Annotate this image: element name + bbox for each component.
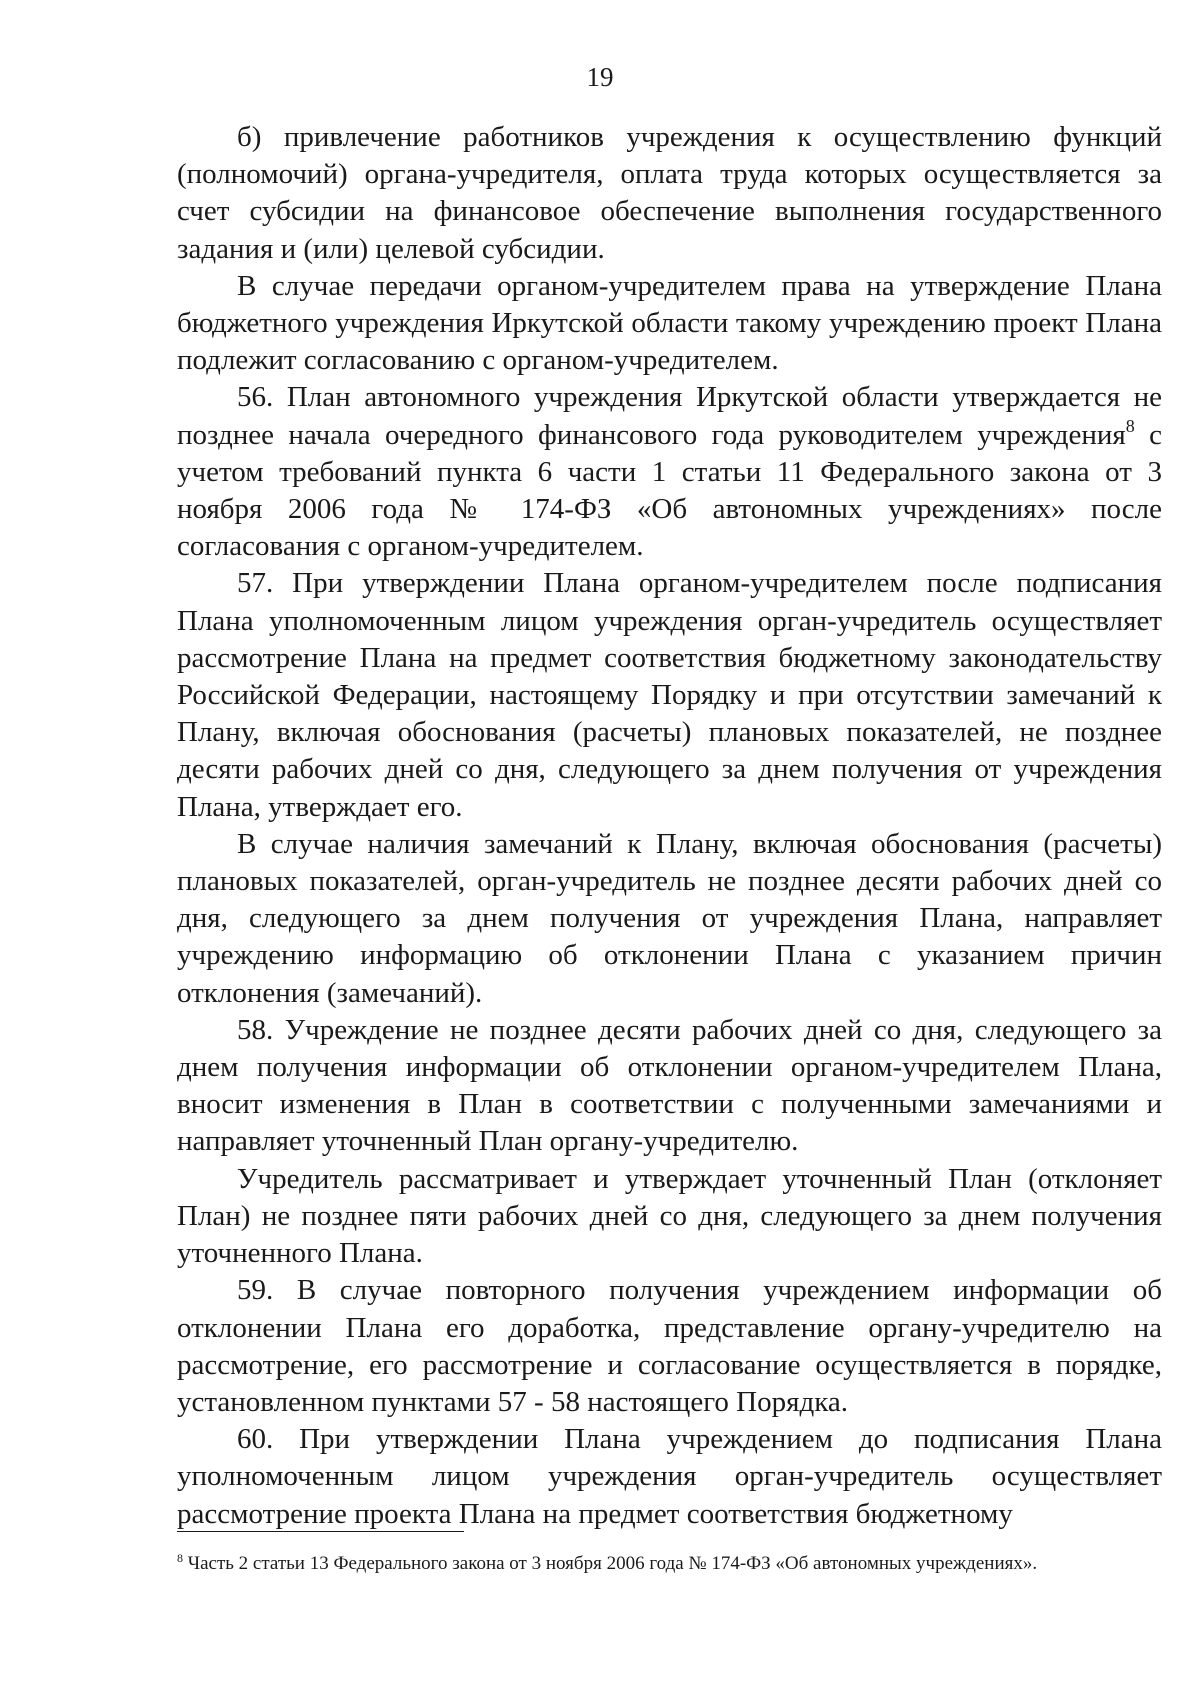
paragraph-56-text: 56. План автономного учреждения Иркутской области утверждается не позднее начала очередного финансового года руководителем учреждения — [177, 381, 1162, 451]
paragraph-58-founder-review: Учредитель рассматривает и утверждает уточненный План (отклоняет План) не позднее пяти рабочих дней со дня, следующего за днем получения уточненного Плана. — [177, 1162, 1162, 1270]
page-number: 19 — [586, 62, 614, 92]
paragraph-59: 59. В случае повторного получения учреждением информации об отклонении Плана его доработка, представление органу-учредителю на рассмотрение, его рассмотрение и согласование осуществляется в порядке, установленном пунктами 57 - 58 настоящего Порядка. — [177, 1274, 1162, 1418]
footnote — [177, 1552, 1162, 1576]
paragraph-58: 58. Учреждение не позднее десяти рабочих дней со дня, следующего за днем получения информации об отклонении органом-учредителем Плана, вносит изменения в План в соответствии с полученными замечаниями и направляет уточненный План органу-учредителю. — [177, 1013, 1162, 1158]
footnote-marker: 8 — [177, 1551, 183, 1565]
footnote-reference-8: 8 — [1125, 415, 1135, 436]
paragraph-b-involvement: б) привлечение работников учреждения к осуществлению функций (полномочий) органа-учредителя, оплата труда которых осуществляется за счет субсидии на финансовое обеспечение выполнения государственного задания и (или) целевой субсидии. — [177, 121, 1162, 265]
footnote-text: Часть 2 статьи 13 Федерального закона от 3 ноября 2006 года № 174-ФЗ «Об автономных учреждениях». — [183, 1553, 1038, 1574]
paragraph-57: 57. При утверждении Плана органом-учредителем после подписания Плана уполномоченным лицом учреждения орган-учредитель осуществляет рассмотрение Плана на предмет соответствия бюджетному законодательству Российской Федерации, настоящему Порядку и при отсутствии замечаний к Плану, включая обоснования (расчеты) плановых показателей, не позднее десяти рабочих дней со дня, следующего за днем получения от учреждения Плана, утверждает его. — [177, 567, 1162, 823]
footnote-separator — [177, 1531, 464, 1532]
document-body — [177, 119, 1162, 1533]
paragraph-56 — [177, 379, 1162, 565]
paragraph-57-remarks: В случае наличия замечаний к Плану, включая обоснования (расчеты) плановых показателей, орган-учредитель не позднее десяти рабочих дней со дня, следующего за днем получения от учреждения Плана, направляет учреждению информацию об отклонении Плана с указанием причин отклонения (замечаний). — [177, 827, 1162, 1009]
paragraph-budget-institution-approval: В случае передачи органом-учредителем права на утверждение Плана бюджетного учреждения Иркутской области такому учреждению проект Плана подлежит согласованию с органом-учредителем. — [177, 269, 1162, 377]
paragraph-60: 60. При утверждении Плана учреждением до подписания Плана уполномоченным лицом учреждения орган-учредитель осуществляет рассмотрение проекта Плана на предмет соответствия бюджетному — [177, 1423, 1162, 1530]
paragraph-56-text-continued: с учетом требований пункта 6 части 1 статьи 11 Федерального закона от 3 ноября 2006 года № 174-ФЗ «Об автономных учреждениях» после согласования с органом-учредителем. — [177, 418, 1162, 563]
